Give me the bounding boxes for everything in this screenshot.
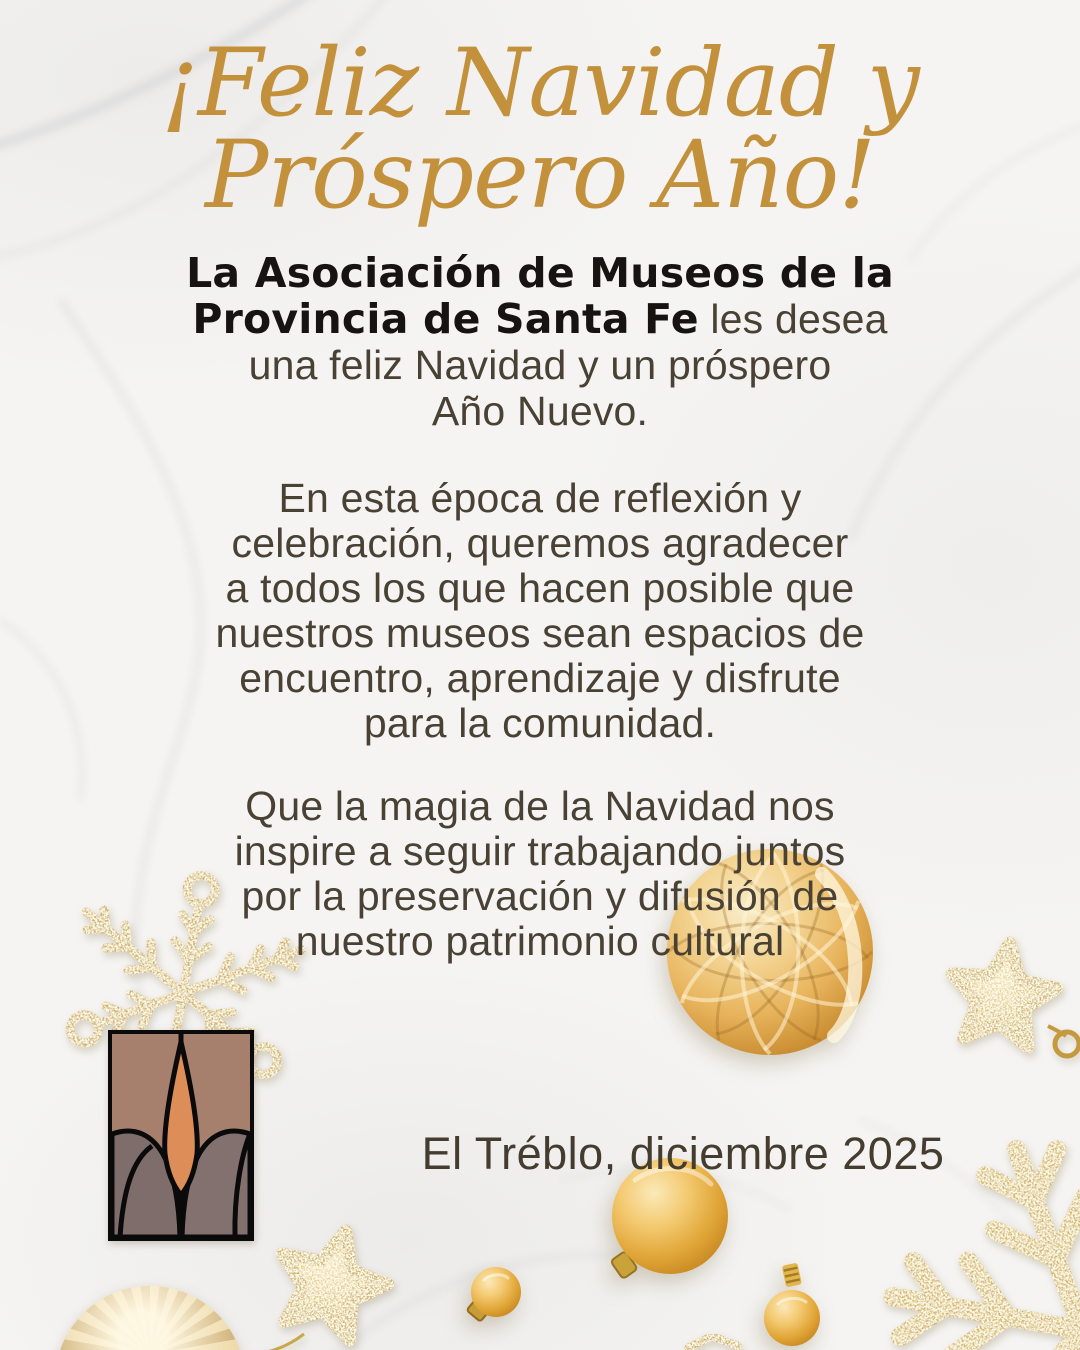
- headline: [0, 29, 1080, 230]
- org-name-part1: La Asociación de Museos de la: [186, 249, 894, 297]
- message-line-2: celebración, queremos agradecer: [231, 520, 849, 566]
- glitter-star-bottom-icon: [218, 1222, 438, 1350]
- message-line-5: encuentro, aprendizaje y disfrute: [239, 655, 841, 701]
- intro-rest: les desea: [698, 296, 888, 342]
- message-paragraph: [0, 476, 1080, 746]
- closing-paragraph: [0, 784, 1080, 964]
- star-hanger-loop: [1055, 1032, 1079, 1056]
- headline-line-2: Próspero Año!: [204, 121, 875, 230]
- place-date: El Tréblo, diciembre 2025: [421, 1128, 945, 1179]
- intro-line-2: [0, 296, 1080, 342]
- closing-line-4: nuestro patrimonio cultural: [295, 918, 785, 964]
- glitter-sprig-icon: [680, 1330, 750, 1350]
- closing-line-3: por la preservación y difusión de: [241, 873, 839, 919]
- intro-line-1: [0, 250, 1080, 296]
- org-name-part2: Provincia de Santa Fe: [192, 295, 699, 343]
- message-line-4: nuestros museos sean espacios de: [215, 610, 865, 656]
- message-line-6: para la comunidad.: [363, 700, 717, 746]
- intro-paragraph: [0, 250, 1080, 434]
- satin-ball-small-left-icon: [458, 1250, 538, 1340]
- museum-association-logo: [108, 1030, 254, 1241]
- intro-line-4: Año Nuevo.: [431, 388, 649, 434]
- message-line-1: En esta época de reflexión y: [278, 475, 802, 521]
- intro-line-3: una feliz Navidad y un próspero: [248, 342, 832, 388]
- message-line-3: a todos los que hacen posible que: [225, 565, 855, 611]
- closing-line-1: Que la magia de la Navidad nos: [245, 783, 835, 829]
- headline-line-1: ¡Feliz Navidad y: [161, 29, 919, 138]
- closing-line-2: inspire a seguir trabajando juntos: [234, 828, 846, 874]
